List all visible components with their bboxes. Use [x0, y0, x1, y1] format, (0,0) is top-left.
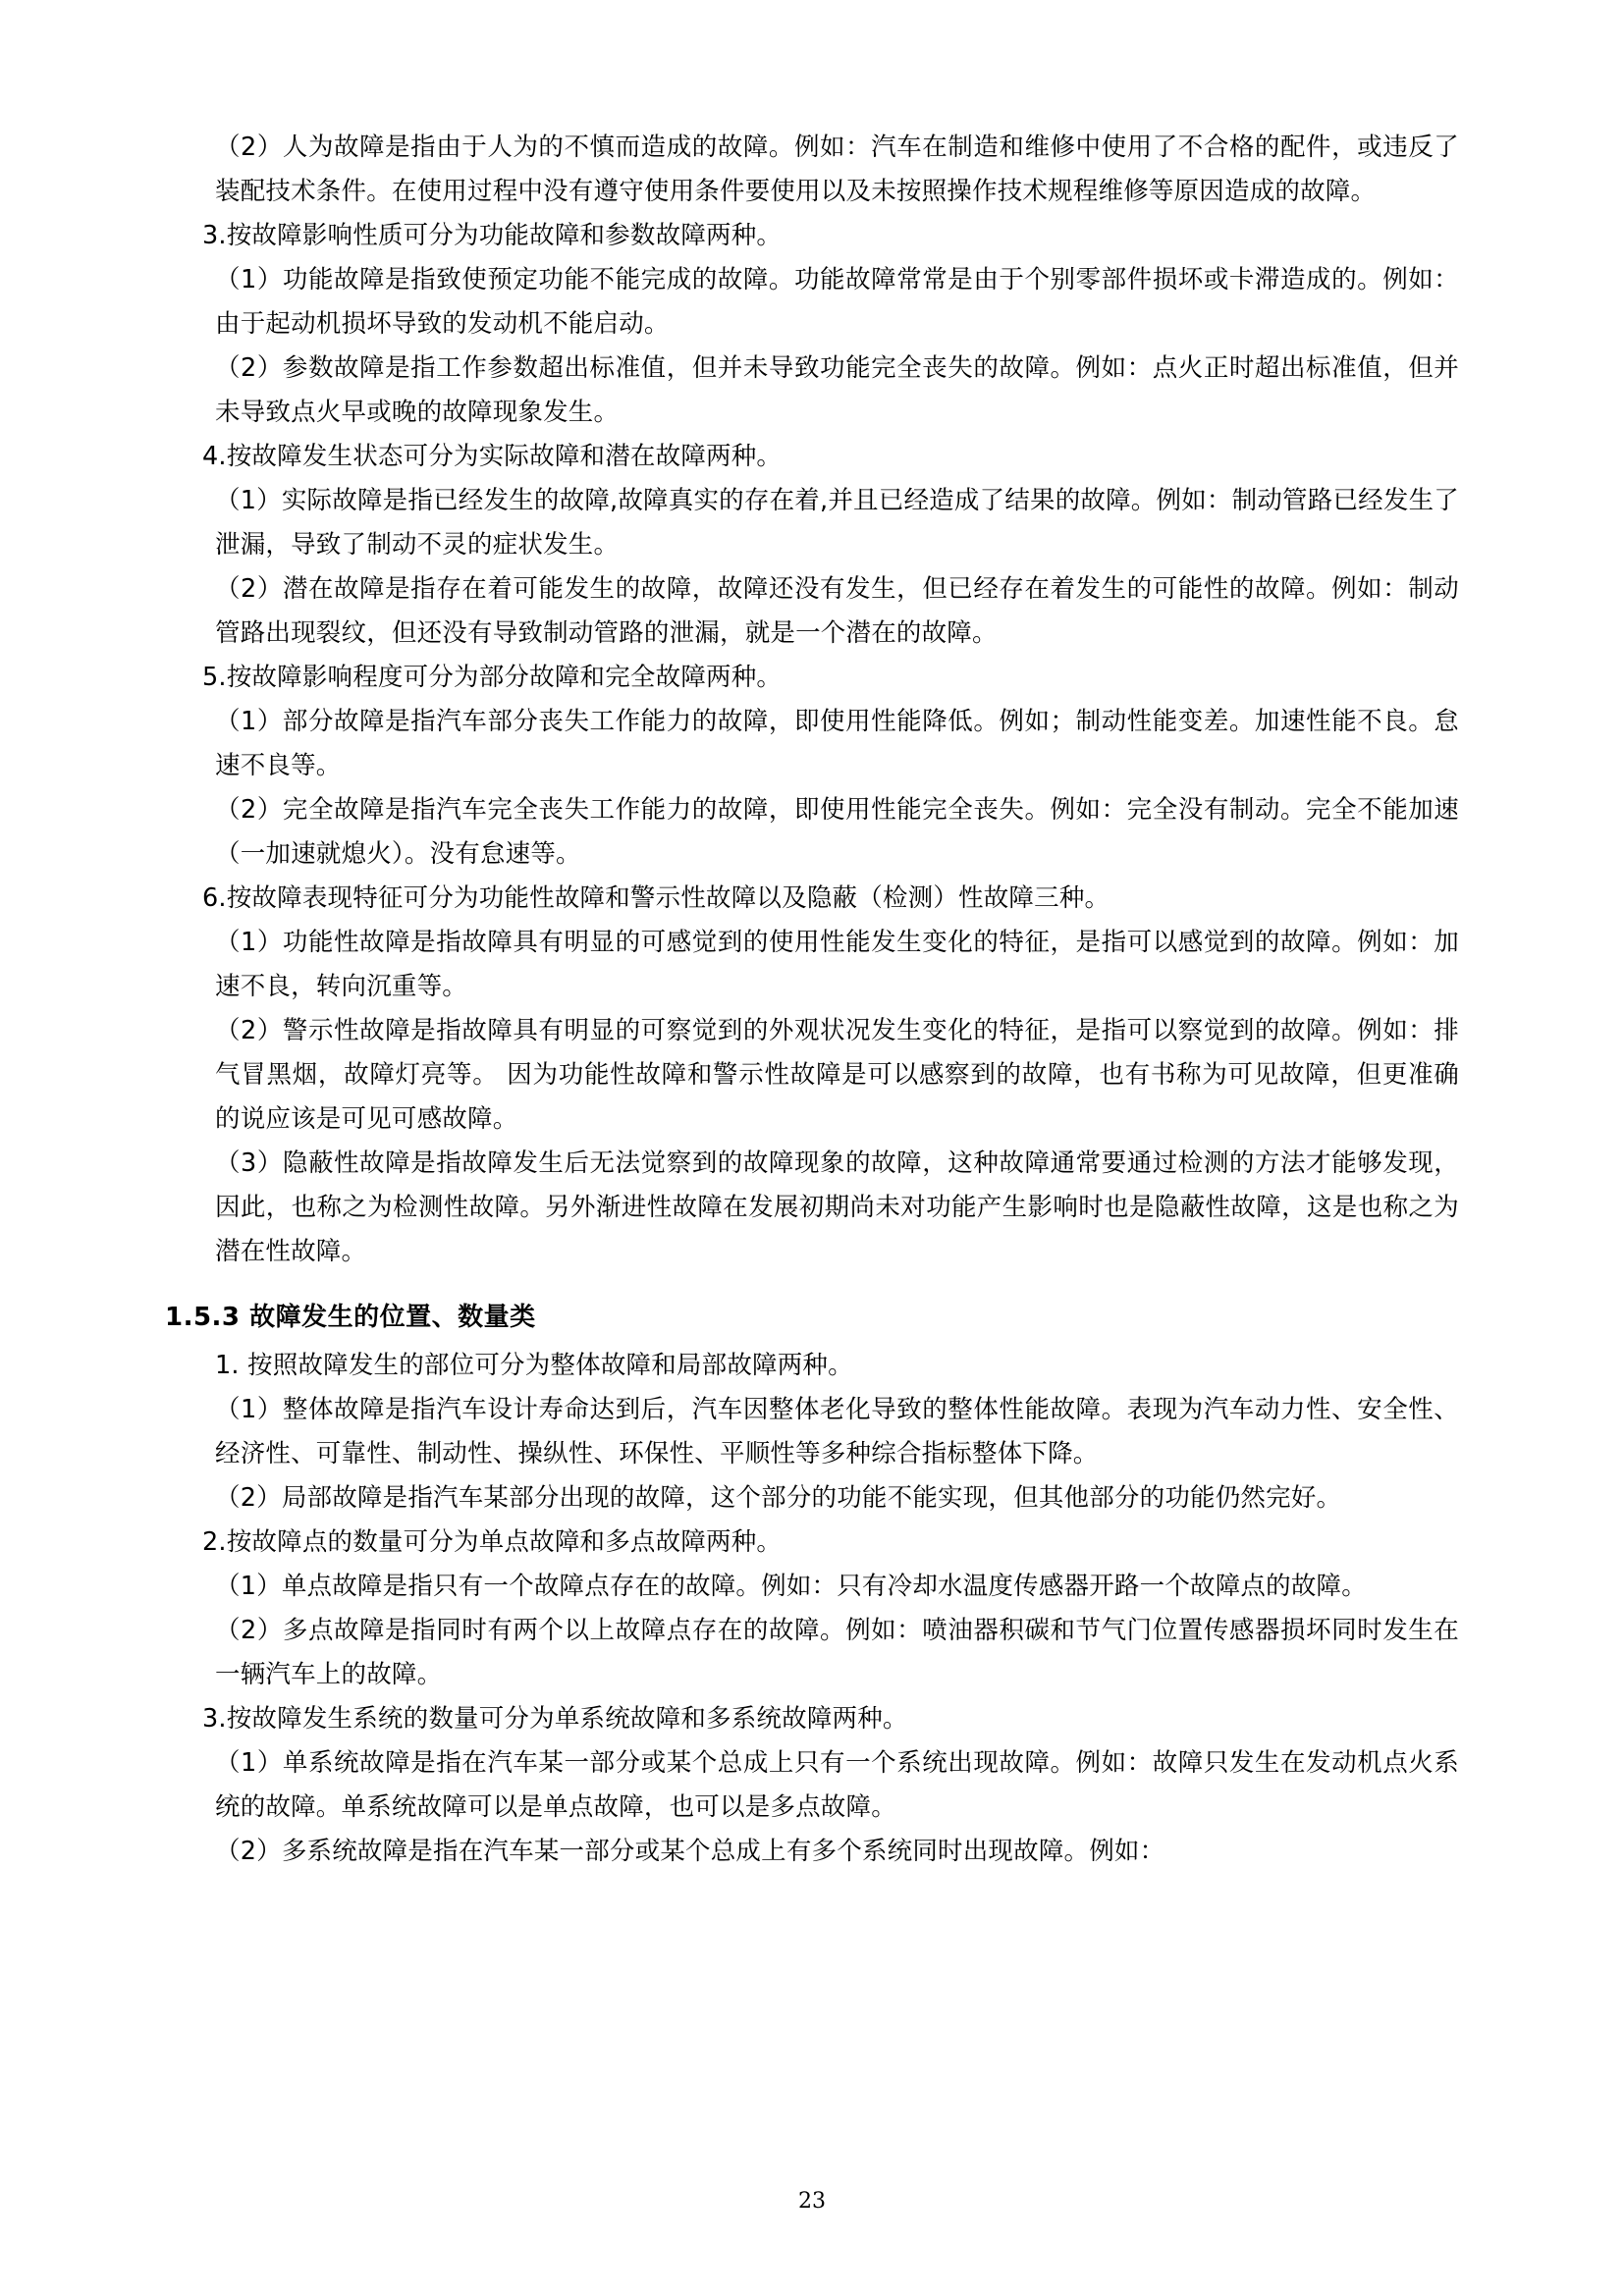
- page-content: [165, 126, 1459, 1874]
- paragraph: （2）潜在故障是指存在着可能发生的故障，故障还没有发生，但已经存在着发生的可能性的故障。例如：制动管路出现裂纹，但还没有导致制动管路的泄漏，就是一个潜在的故障。: [215, 574, 1459, 648]
- paragraph: （1）单系统故障是指在汽车某一部分或某个总成上只有一个系统出现故障。例如：故障只发生在发动机点火系统的故障。单系统故障可以是单点故障，也可以是多点故障。: [215, 1748, 1459, 1822]
- paragraph: 1. 按照故障发生的部位可分为整体故障和局部故障两种。: [215, 1351, 853, 1380]
- paragraph: （1）整体故障是指汽车设计寿命达到后，汽车因整体老化导致的整体性能故障。表现为汽车动力性、安全性、经济性、可靠性、制动性、操纵性、环保性、平顺性等多种综合指标整体下降。: [215, 1395, 1459, 1468]
- paragraph: 2.按故障点的数量可分为单点故障和多点故障两种。: [202, 1527, 783, 1557]
- paragraph: （1）单点故障是指只有一个故障点存在的故障。例如：只有冷却水温度传感器开路一个故障点的故障。: [215, 1572, 1367, 1601]
- paragraph: （2）警示性故障是指故障具有明显的可察觉到的外观状况发生变化的特征，是指可以察觉到的故障。例如：排气冒黑烟，故障灯亮等。 因为功能性故障和警示性故障是可以感察到的故障，也有书称为可见故障，但更准确的说应该是可见可感故障。: [215, 1016, 1459, 1134]
- paragraph: 6.按故障表现特征可分为功能性故障和警示性故障以及隐蔽（检测）性故障三种。: [202, 883, 1110, 913]
- paragraph: （2）完全故障是指汽车完全丧失工作能力的故障，即使用性能完全丧失。例如：完全没有制动。完全不能加速（一加速就熄火）。没有怠速等。: [215, 795, 1459, 869]
- paragraph: （3）隐蔽性故障是指故障发生后无法觉察到的故障现象的故障，这种故障通常要通过检测的方法才能够发现，因此，也称之为检测性故障。另外渐进性故障在发展初期尚未对功能产生影响时也是隐蔽性故障，这是也称之为潜在性故障。: [215, 1148, 1459, 1266]
- paragraph: （1）部分故障是指汽车部分丧失工作能力的故障，即使用性能降低。例如；制动性能变差。加速性能不良。怠速不良等。: [215, 707, 1459, 780]
- paragraph: （2）多系统故障是指在汽车某一部分或某个总成上有多个系统同时出现故障。例如：: [215, 1837, 1165, 1866]
- paragraph: 5.按故障影响程度可分为部分故障和完全故障两种。: [202, 663, 783, 692]
- paragraph: （2）局部故障是指汽车某部分出现的故障，这个部分的功能不能实现，但其他部分的功能仍然完好。: [215, 1483, 1342, 1513]
- section-heading: 1.5.3 故障发生的位置、数量类: [165, 1303, 536, 1332]
- paragraph: 4.按故障发生状态可分为实际故障和潜在故障两种。: [202, 442, 783, 471]
- page-number: 23: [798, 2189, 826, 2214]
- paragraph: 3.按故障发生系统的数量可分为单系统故障和多系统故障两种。: [202, 1704, 908, 1734]
- paragraph: （1）功能故障是指致使预定功能不能完成的故障。功能故障常常是由于个别零部件损坏或卡滞造成的。例如：由于起动机损坏导致的发动机不能启动。: [215, 265, 1459, 339]
- paragraph: （2）人为故障是指由于人为的不慎而造成的故障。例如：汽车在制造和维修中使用了不合格的配件，或违反了装配技术条件。在使用过程中没有遵守使用条件要使用以及未按照操作技术规程维修等原因造成的故障。: [215, 133, 1459, 206]
- paragraph: （2）多点故障是指同时有两个以上故障点存在的故障。例如：喷油器积碳和节气门位置传感器损坏同时发生在一辆汽车上的故障。: [215, 1616, 1459, 1689]
- paragraph: （1）实际故障是指已经发生的故障,故障真实的存在着,并且已经造成了结果的故障。例如：制动管路已经发生了泄漏，导致了制动不灵的症状发生。: [215, 486, 1459, 560]
- paragraph: 3.按故障影响性质可分为功能故障和参数故障两种。: [202, 221, 783, 250]
- paragraph: （1）功能性故障是指故障具有明显的可感觉到的使用性能发生变化的特征，是指可以感觉到的故障。例如：加速不良，转向沉重等。: [215, 928, 1459, 1001]
- paragraph: （2）参数故障是指工作参数超出标准值，但并未导致功能完全丧失的故障。例如：点火正时超出标准值，但并未导致点火早或晚的故障现象发生。: [215, 353, 1459, 427]
